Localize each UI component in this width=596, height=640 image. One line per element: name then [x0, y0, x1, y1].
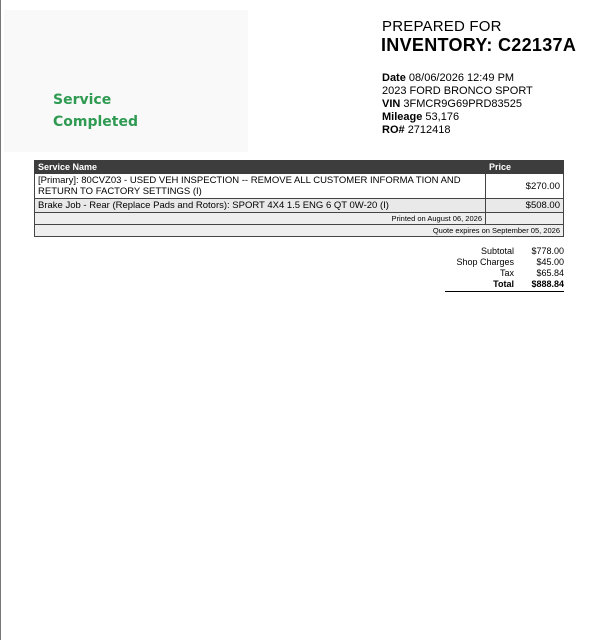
shop-charges-value: $45.00 — [536, 257, 564, 267]
ro-line — [382, 124, 533, 137]
printed-note-blank — [486, 213, 564, 225]
prepared-for-label: PREPARED FOR — [382, 18, 502, 35]
table-header-row — [35, 161, 564, 174]
total-value: $888.84 — [531, 279, 564, 289]
page-border — [0, 0, 1, 640]
total-row — [445, 279, 564, 292]
table-row — [35, 174, 564, 199]
quote-expires-note: Quote expires on September 05, 2026 — [35, 225, 564, 237]
subtotal-row — [445, 246, 564, 257]
status-line-1: Service — [53, 92, 112, 108]
vin-line — [382, 98, 533, 111]
total-label: Total — [493, 279, 514, 289]
expires-row — [35, 225, 564, 237]
subtotal-label: Subtotal — [480, 246, 514, 256]
tax-value: $65.84 — [536, 268, 564, 278]
tax-label: Tax — [499, 268, 514, 278]
shop-charges-label: Shop Charges — [456, 257, 514, 267]
shop-charges-row — [445, 257, 564, 268]
printed-row — [35, 213, 564, 225]
mileage-line — [382, 111, 533, 124]
vehicle-info — [382, 72, 533, 137]
date-line — [382, 72, 533, 85]
vin-value: 3FMCR9G69PRD83525 — [403, 98, 523, 110]
service-name-cell: [Primary]: 80CVZ03 - USED VEH INSPECTION -- REMOVE ALL CUSTOMER INFORMA TION AND RETURN TO FACTORY SETTINGS (I) — [35, 174, 486, 199]
mileage-label: Mileage — [382, 111, 423, 123]
service-name-cell: Brake Job - Rear (Replace Pads and Rotors): SPORT 4X4 1.5 ENG 6 QT 0W-20 (I) — [35, 199, 486, 213]
price-cell: $270.00 — [486, 174, 564, 199]
tax-row — [445, 268, 564, 279]
price-cell: $508.00 — [486, 199, 564, 213]
status-line-2: Completed — [53, 114, 139, 130]
price-header: Price — [486, 161, 564, 174]
service-name-header: Service Name — [35, 161, 486, 174]
vehicle-model: 2023 FORD BRONCO SPORT — [382, 85, 533, 97]
subtotal-value: $778.00 — [531, 246, 564, 256]
date-label: Date — [382, 72, 406, 84]
services-table — [34, 160, 564, 237]
service-status — [53, 89, 138, 133]
mileage-value: 53,176 — [425, 111, 460, 123]
table-row — [35, 199, 564, 213]
vin-label: VIN — [382, 98, 401, 110]
printed-note: Printed on August 06, 2026 — [35, 213, 486, 225]
totals-block — [445, 246, 564, 292]
inventory-title: INVENTORY: C22137A — [381, 35, 577, 55]
ro-value: 2712418 — [407, 124, 451, 136]
date-value: 08/06/2026 12:49 PM — [408, 72, 515, 84]
ro-label: RO# — [382, 124, 405, 136]
